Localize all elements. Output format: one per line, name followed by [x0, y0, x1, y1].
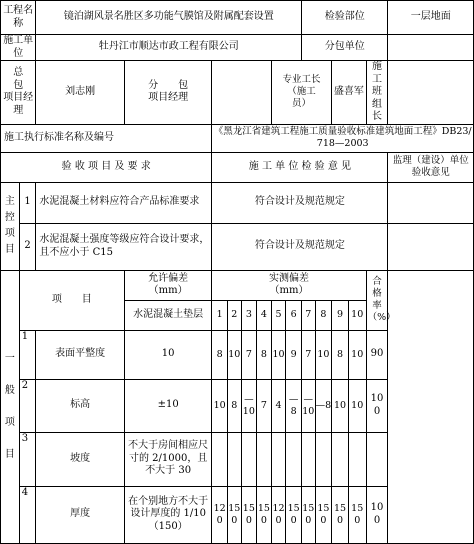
inspection-part-value: 一层地面 [388, 1, 474, 35]
measured-value [271, 432, 286, 486]
general-manager-label: 总 包 项目经理 [1, 61, 36, 125]
general-row-no: 1 [19, 330, 36, 379]
general-row-allowed: 在个别地方不大于设计厚度的 1/10（150） [124, 486, 211, 543]
measured-value [212, 432, 228, 486]
measure-index: 9 [332, 300, 349, 330]
main-item-no: 1 [19, 182, 36, 223]
sub-unit-label: 分包单位 [302, 35, 388, 61]
general-row-no: 4 [19, 486, 36, 543]
measured-value: 120 [271, 486, 286, 543]
general-row-rate [366, 432, 388, 486]
measured-deviation-label: 实测偏差 （mm） [212, 270, 366, 300]
contractor-label: 施工单位 [1, 35, 36, 61]
measured-value: 10 [348, 330, 366, 379]
measure-index: 7 [302, 300, 316, 330]
general-row-allowed: 10 [124, 330, 211, 379]
measured-value [315, 432, 332, 486]
measured-value: 10 [212, 379, 228, 432]
measured-value: 150 [241, 486, 257, 543]
general-row-rate: 90 [366, 330, 388, 379]
measured-value: 120 [212, 486, 228, 543]
general-supervisor-cell [388, 270, 474, 543]
pass-rate-label: 合 格 率 （%） [366, 270, 388, 330]
measured-value: —10 [302, 379, 316, 432]
measured-value: —8 [315, 379, 332, 432]
measure-index: 2 [228, 300, 242, 330]
measured-value: 150 [315, 486, 332, 543]
concrete-layer-label: 水泥混凝土垫层 [124, 300, 211, 330]
measured-value: 10 [228, 330, 242, 379]
measure-index: 6 [286, 300, 302, 330]
measured-value: 150 [286, 486, 302, 543]
measure-index: 1 [212, 300, 228, 330]
general-row-allowed: 不大于房间相应尺寸的 2/1000，且不大于 30 [124, 432, 211, 486]
general-row-allowed: ±10 [124, 379, 211, 432]
measured-value: 4 [271, 379, 286, 432]
standard-label: 施工执行标准名称及编号 [1, 124, 212, 152]
main-item-opinion: 符合设计及规范规定 [212, 223, 388, 270]
measure-index: 3 [241, 300, 257, 330]
project-name-value: 镜泊湖风景名胜区多功能气膜馆及附属配套设置 [36, 1, 302, 35]
measure-index: 10 [348, 300, 366, 330]
measured-value: 10 [348, 379, 366, 432]
general-row-no: 3 [19, 432, 36, 486]
measured-value: 8 [212, 330, 228, 379]
measured-value: 7 [302, 330, 316, 379]
measured-value: 150 [348, 486, 366, 543]
measured-value [348, 432, 366, 486]
measure-index: 4 [257, 300, 272, 330]
measured-value: 150 [257, 486, 272, 543]
general-row-name: 厚度 [36, 486, 125, 543]
measured-value [286, 432, 302, 486]
measured-value: 150 [228, 486, 242, 543]
contractor-value: 牡丹江市顺达市政工程有限公司 [36, 35, 302, 61]
general-row-name: 表面平整度 [36, 330, 125, 379]
measured-value: 10 [315, 330, 332, 379]
main-item-text: 水泥混凝土强度等级应符合设计要求，且不应小于 C15 [36, 223, 212, 270]
measured-value: 8 [228, 379, 242, 432]
sub-manager-value [212, 61, 271, 125]
team-leader-label: 施 工 班组长 [366, 61, 388, 125]
contractor-opinion-header: 施 工 单 位 检 验 意 见 [212, 152, 388, 182]
measure-index: 5 [271, 300, 286, 330]
general-row-rate: 100 [366, 379, 388, 432]
standard-value: 《黑龙江省建筑工程施工质量验收标准建筑地面工程》DB23/718—2003 [212, 124, 474, 152]
general-row-name: 标高 [36, 379, 125, 432]
sub-manager-label: 分 包 项目经理 [124, 61, 211, 125]
measured-value: — 10 [241, 379, 257, 432]
main-control-label: 主 控 项 目 [1, 182, 20, 270]
measured-value: 150 [302, 486, 316, 543]
main-item-supervisor [388, 182, 474, 223]
project-name-label: 工程名称 [1, 1, 36, 35]
general-items-label: 一 般 项 目 [1, 270, 20, 543]
main-item-no: 2 [19, 223, 36, 270]
general-manager-value: 刘志刚 [36, 61, 125, 125]
sub-unit-value [388, 35, 474, 61]
measured-value: 8 [332, 330, 349, 379]
measured-value: 9 [286, 330, 302, 379]
allowed-deviation-label: 允许偏差 （mm） [124, 270, 211, 300]
measure-index: 8 [315, 300, 332, 330]
supervisor-opinion-header: 监理（建设）单位验收意见 [388, 152, 474, 182]
measured-value: 10 [271, 330, 286, 379]
general-item-column-label: 项 目 [19, 270, 124, 330]
measured-value: 7 [241, 330, 257, 379]
measured-value: 8 [257, 330, 272, 379]
measured-value [228, 432, 242, 486]
inspection-part-label: 检验部位 [302, 1, 388, 35]
foreman-label: 专业工长 （施工 员） [271, 61, 331, 125]
main-item-text: 水泥混凝土材料应符合产品标准要求 [36, 182, 212, 223]
general-row-no: 2 [19, 379, 36, 432]
general-row-rate: 100 [366, 486, 388, 543]
main-item-supervisor [388, 223, 474, 270]
measured-value [332, 432, 349, 486]
measured-value [302, 432, 316, 486]
measured-value: — 8 [286, 379, 302, 432]
items-requirements-header: 验 收 项 目 及 要 求 [1, 152, 212, 182]
measured-value: 10 [332, 379, 349, 432]
measured-value: 150 [332, 486, 349, 543]
main-item-opinion: 符合设计及规范规定 [212, 182, 388, 223]
measured-value [241, 432, 257, 486]
measured-value [257, 432, 272, 486]
measured-value: 7 [257, 379, 272, 432]
foreman-value: 盛喜军 [332, 61, 366, 125]
general-row-name: 坡度 [36, 432, 125, 486]
